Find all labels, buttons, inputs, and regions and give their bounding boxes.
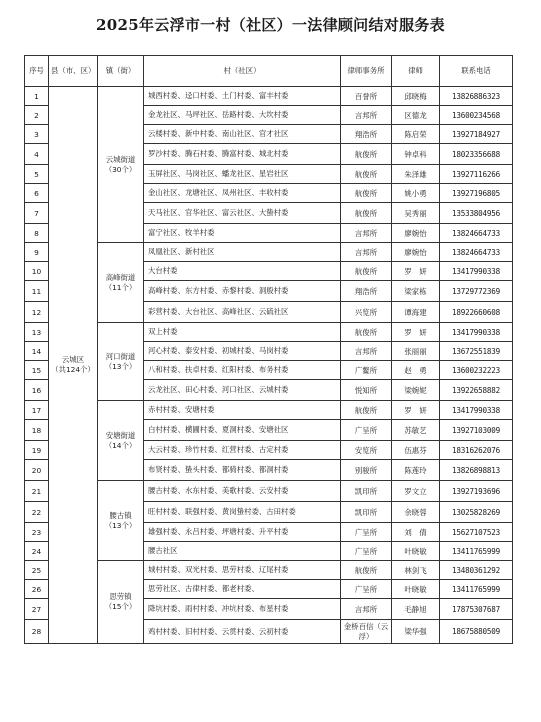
row-number: 5 [25, 165, 49, 184]
firm-cell: 言邦所 [341, 224, 392, 243]
header-no: 序号 [25, 56, 49, 87]
village-cell: 白村村委、横圃村委、夏洞村委、安塘社区 [144, 420, 341, 441]
header-village: 村（社区） [144, 56, 341, 87]
town-name: 腰古镇 [109, 510, 132, 520]
village-cell: 云龙社区、田心村委、河口社区、云城村委 [144, 380, 341, 401]
table-row [25, 401, 513, 420]
phone-cell: 13672551839 [440, 342, 513, 361]
table-row [25, 323, 513, 342]
firm-cell: 凯印所 [341, 481, 392, 502]
phone-cell: 13600234568 [440, 106, 513, 125]
firm-cell: 航俊所 [341, 561, 392, 580]
row-number: 13 [25, 323, 49, 342]
header-county: 县（市、区） [49, 56, 98, 87]
page-title: 2025年云浮市一村（社区）一法律顾问结对服务表 [96, 16, 445, 34]
village-cell: 思劳社区、古律村委、都老村委、 [144, 580, 341, 599]
phone-cell: 13824664733 [440, 243, 513, 262]
row-number: 26 [25, 580, 49, 599]
firm-cell: 广鳌所 [341, 361, 392, 380]
row-number: 27 [25, 599, 49, 620]
village-cell: 腰古社区 [144, 542, 341, 561]
lawyer-cell: 余晓蓉 [392, 502, 440, 523]
lawyer-cell: 廖婉怡 [392, 243, 440, 262]
phone-cell: 13927196805 [440, 184, 513, 203]
village-cell: 金龙社区、马坪社区、岳路村委、大坎村委 [144, 106, 341, 125]
village-cell: 腰古村委、水东村委、美歌村委、云安村委 [144, 481, 341, 502]
village-cell: 罗沙村委、腾石村委、腾富村委、城北村委 [144, 144, 341, 165]
row-number: 14 [25, 342, 49, 361]
lawyer-cell: 朱泽雄 [392, 165, 440, 184]
village-cell: 玉屏社区、马岗社区、蟠龙社区、星岩社区 [144, 165, 341, 184]
header-firm: 律师事务所 [341, 56, 392, 87]
phone-cell: 13411765999 [440, 580, 513, 599]
town-cell [98, 481, 144, 561]
village-cell: 布贤村委、蛰头村委、都骑村委、都洞村委 [144, 460, 341, 481]
county-count: （共124个） [51, 365, 95, 374]
town-count: （13个） [104, 361, 137, 371]
firm-cell: 广呈所 [341, 542, 392, 561]
firm-cell: 航俊所 [341, 165, 392, 184]
phone-cell: 17875307687 [440, 599, 513, 620]
town-name: 高峰街道 [105, 272, 136, 282]
row-number: 19 [25, 441, 49, 460]
county-name: 云城区 [61, 355, 85, 364]
lawyer-cell: 吴秀丽 [392, 203, 440, 224]
row-number: 25 [25, 561, 49, 580]
lawyer-cell: 叶晓敏 [392, 542, 440, 561]
town-cell [98, 401, 144, 481]
lawyer-cell: 谭海建 [392, 302, 440, 323]
firm-cell: 悦知所 [341, 380, 392, 401]
row-number: 17 [25, 401, 49, 420]
phone-cell: 18922660608 [440, 302, 513, 323]
header-row [25, 56, 513, 87]
lawyer-cell: 苏敏艺 [392, 420, 440, 441]
service-table [24, 55, 513, 644]
phone-cell: 13927103009 [440, 420, 513, 441]
row-number: 15 [25, 361, 49, 380]
row-number: 10 [25, 262, 49, 281]
header-lawyer: 律师 [392, 56, 440, 87]
firm-cell: 翔浩所 [341, 281, 392, 302]
town-name: 思劳镇 [109, 592, 132, 601]
town-count: （11个） [104, 282, 137, 292]
row-number: 3 [25, 125, 49, 144]
firm-cell: 广呈所 [341, 580, 392, 599]
firm-cell: 航俊所 [341, 401, 392, 420]
row-number: 8 [25, 224, 49, 243]
village-cell: 云楼村委、新中村委、南山社区、官才社区 [144, 125, 341, 144]
row-number: 18 [25, 420, 49, 441]
row-number: 21 [25, 481, 49, 502]
header-town: 镇（街） [98, 56, 144, 87]
village-cell: 河心村委、泰安村委、初城村委、马岗村委 [144, 342, 341, 361]
lawyer-cell: 毛静旭 [392, 599, 440, 620]
phone-cell: 13600232223 [440, 361, 513, 380]
firm-cell: 广呈所 [341, 523, 392, 542]
firm-cell: 言邦所 [341, 599, 392, 620]
row-number: 22 [25, 502, 49, 523]
village-cell: 天马社区、官华社区、富云社区、大蛰村委 [144, 203, 341, 224]
county-cell [49, 87, 98, 644]
lawyer-cell: 姚小勇 [392, 184, 440, 203]
phone-cell: 13417990338 [440, 262, 513, 281]
phone-cell: 18316262076 [440, 441, 513, 460]
village-cell: 八和村委、扶卓村委、红阳村委、布务村委 [144, 361, 341, 380]
village-cell: 城村村委、双光村委、思劳村委、辽尾村委 [144, 561, 341, 580]
phone-cell: 13826898813 [440, 460, 513, 481]
lawyer-cell: 陈启荣 [392, 125, 440, 144]
firm-cell: 言邦所 [341, 342, 392, 361]
firm-cell: 凯印所 [341, 502, 392, 523]
town-name: 河口街道 [105, 351, 136, 361]
firm-cell: 言邦所 [341, 243, 392, 262]
firm-cell: 航俊所 [341, 323, 392, 342]
town-count: （15个） [104, 602, 137, 611]
village-cell: 鸡村村委、旧村村委、云贯村委、云初村委 [144, 620, 341, 644]
phone-cell: 13927193696 [440, 481, 513, 502]
lawyer-cell: 罗文立 [392, 481, 440, 502]
row-number: 16 [25, 380, 49, 401]
phone-cell: 13025828269 [440, 502, 513, 523]
lawyer-cell: 叶晓敏 [392, 580, 440, 599]
table-row [25, 243, 513, 262]
town-count: （13个） [104, 520, 137, 530]
table-row [25, 561, 513, 580]
phone-cell: 13729772369 [440, 281, 513, 302]
phone-cell: 13927184927 [440, 125, 513, 144]
row-number: 2 [25, 106, 49, 125]
firm-cell: 百誉所 [341, 87, 392, 106]
lawyer-cell: 罗 妍 [392, 323, 440, 342]
lawyer-cell: 钟卓科 [392, 144, 440, 165]
village-cell: 凤凰社区、新村社区 [144, 243, 341, 262]
town-count: （14个） [104, 440, 137, 450]
phone-cell: 18023356688 [440, 144, 513, 165]
village-cell: 旺村村委、联强村委、黄岗蛰村委、古田村委 [144, 502, 341, 523]
row-number: 6 [25, 184, 49, 203]
town-cell [98, 323, 144, 401]
firm-cell: 广呈所 [341, 420, 392, 441]
village-cell: 高峰村委、东方村委、赤黎村委、洞殷村委 [144, 281, 341, 302]
firm-cell: 航俊所 [341, 144, 392, 165]
row-number: 1 [25, 87, 49, 106]
phone-cell: 13922658882 [440, 380, 513, 401]
village-cell: 城西村委、迳口村委、土门村委、富丰村委 [144, 87, 341, 106]
firm-cell: 金桥百信（云浮） [341, 620, 392, 644]
lawyer-cell: 廖婉怡 [392, 224, 440, 243]
row-number: 28 [25, 620, 49, 644]
row-number: 20 [25, 460, 49, 481]
village-cell: 富宁社区、牧羊村委 [144, 224, 341, 243]
town-name: 安塘街道 [105, 430, 136, 440]
phone-cell: 18675880509 [440, 620, 513, 644]
village-cell: 大云村委、珍竹村委、红营村委、古定村委 [144, 441, 341, 460]
village-cell: 赤村村委、安塘村委 [144, 401, 341, 420]
village-cell: 大台村委 [144, 262, 341, 281]
row-number: 23 [25, 523, 49, 542]
row-number: 12 [25, 302, 49, 323]
town-cell [98, 561, 144, 644]
town-cell [98, 87, 144, 243]
row-number: 24 [25, 542, 49, 561]
lawyer-cell: 伍惠芬 [392, 441, 440, 460]
header-phone: 联系电话 [440, 56, 513, 87]
phone-cell: 13826886323 [440, 87, 513, 106]
firm-cell: 航俊所 [341, 262, 392, 281]
village-cell: 雄强村委、永吕村委、坪塘村委、升平村委 [144, 523, 341, 542]
lawyer-cell: 区德龙 [392, 106, 440, 125]
lawyer-cell: 罗 妍 [392, 262, 440, 281]
village-cell: 彩营村委、大台社区、高峰社区、云硫社区 [144, 302, 341, 323]
phone-cell: 13417990338 [440, 401, 513, 420]
town-name: 云城街道 [105, 154, 136, 164]
town-cell [98, 243, 144, 323]
row-number: 7 [25, 203, 49, 224]
firm-cell: 航俊所 [341, 184, 392, 203]
lawyer-cell: 梁家栋 [392, 281, 440, 302]
firm-cell: 别骏所 [341, 460, 392, 481]
village-cell: 降坑村委、雨村村委、冲坑村委、布星村委 [144, 599, 341, 620]
firm-cell: 言邦所 [341, 106, 392, 125]
lawyer-cell: 梁婉妮 [392, 380, 440, 401]
village-cell: 金山社区、龙塘社区、凤州社区、丰收村委 [144, 184, 341, 203]
lawyer-cell: 梁华强 [392, 620, 440, 644]
firm-cell: 安览所 [341, 441, 392, 460]
lawyer-cell: 刘 倩 [392, 523, 440, 542]
table-row [25, 481, 513, 502]
firm-cell: 兴览所 [341, 302, 392, 323]
lawyer-cell: 邱晓梅 [392, 87, 440, 106]
row-number: 9 [25, 243, 49, 262]
phone-cell: 13480361292 [440, 561, 513, 580]
lawyer-cell: 张丽丽 [392, 342, 440, 361]
phone-cell: 13411765999 [440, 542, 513, 561]
firm-cell: 翔浩所 [341, 125, 392, 144]
lawyer-cell: 赵 勇 [392, 361, 440, 380]
row-number: 4 [25, 144, 49, 165]
phone-cell: 13417990338 [440, 323, 513, 342]
phone-cell: 15627107523 [440, 523, 513, 542]
town-count: （30个） [104, 164, 137, 174]
phone-cell: 13824664733 [440, 224, 513, 243]
table-row [25, 87, 513, 106]
lawyer-cell: 罗 妍 [392, 401, 440, 420]
lawyer-cell: 陈莲玲 [392, 460, 440, 481]
firm-cell: 航俊所 [341, 203, 392, 224]
lawyer-cell: 林剑飞 [392, 561, 440, 580]
phone-cell: 13927116266 [440, 165, 513, 184]
row-number: 11 [25, 281, 49, 302]
village-cell: 双上村委 [144, 323, 341, 342]
phone-cell: 13533804956 [440, 203, 513, 224]
